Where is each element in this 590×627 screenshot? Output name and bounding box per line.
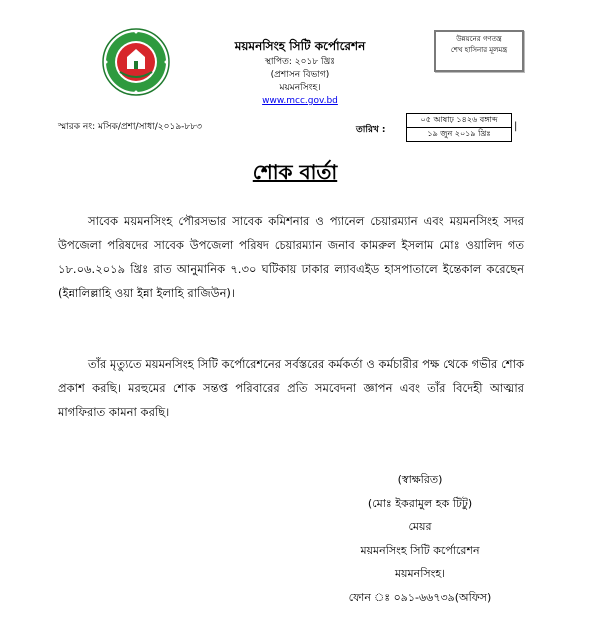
body-paragraph-2: তাঁর মৃত্যুতে ময়মনসিংহ সিটি কর্পোরেশনের সর্বস্তরের কর্মকর্তা ও কর্মচারীর পক্ষ থেকে গভীর শোক প্রকাশ করছি। মরহুমের শোক সন্তপ্ত পরিবারের প্রতি সমবেদনা জ্ঞাপন এবং তাঁর বিদেহী আত্মার মাগফিরাত কামনা করছি।: [58, 357, 524, 419]
signature-block: [320, 468, 520, 609]
slogan-box: [434, 30, 524, 72]
website-link[interactable]: www.mcc.gov.bd: [262, 96, 338, 106]
signatory-phone: ফোন ঃ ০৯১-৬৬৭৩৯(অফিস): [348, 590, 492, 604]
signatory-name: (মোঃ ইকরামুল হক টিটু): [367, 496, 473, 510]
signatory-city: ময়মনসিংহ।: [394, 567, 446, 580]
city: ময়মনসিংহ।: [279, 83, 321, 93]
date-bracket: |: [514, 121, 518, 132]
signed-marker: (স্বাক্ষরিত): [397, 473, 443, 486]
title-text: শোক বার্তা: [252, 160, 338, 184]
city-corporation-logo-icon: [102, 28, 170, 96]
signatory-org: ময়মনসিংহ সিটি কর্পোরেশন: [360, 543, 480, 557]
date-label: তারিখ :: [356, 125, 386, 135]
date-bangla: ০৫ আষাঢ় ১৪২৬ বঙ্গাব্দ: [420, 115, 498, 124]
department: (প্রশাসন বিভাগ): [270, 70, 330, 80]
slogan-line-1: উন্নয়নের গণতন্ত্র: [456, 35, 502, 43]
established-date: স্থাপিত: ২০১৮ খ্রিঃ: [264, 57, 336, 67]
slogan-line-2: শেখ হাসিনার মূলমন্ত্র: [450, 46, 508, 54]
memo-reference: স্মারক নং: মসিক/প্রশা/সাধা/২০১৯-৮৮৩: [58, 122, 202, 132]
date-box: [406, 113, 512, 142]
date-english: ১৯ জুন ২০১৯ খ্রিঃ: [407, 127, 511, 141]
signatory-designation: মেয়র: [408, 520, 432, 533]
org-name: ময়মনসিংহ সিটি কর্পোরেশন: [234, 39, 366, 53]
letterhead: [200, 38, 400, 108]
body-paragraph-1: সাবেক ময়মনসিংহ পৌরসভার সাবেক কমিশনার ও প্যানেল চেয়ারম্যান এবং ময়মনসিংহ সদর উপজেলা পরিষদের সাবেক উপজেলা পরিষদ চেয়ারম্যান জনাব কামরুল ইসলাম মোঃ ওয়ালিদ গত ১৮.০৬.২০১৯ খ্রিঃ রাত আনুমানিক ৭.৩০ ঘটিকায় ঢাকার ল্যাবএইড হাসপাতালে ইন্তেকাল করেছেন (ইন্নালিল্লাহি ওয়া ইন্না ইলাহি রাজিউন)।: [58, 214, 524, 300]
page-title: [0, 158, 590, 191]
